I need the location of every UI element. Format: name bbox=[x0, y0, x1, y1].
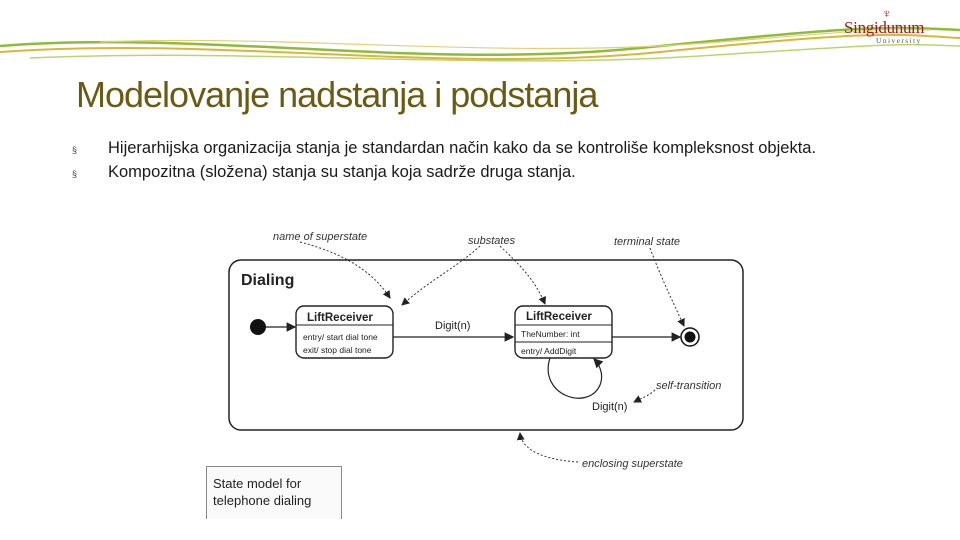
crest-icon: ♆ bbox=[882, 6, 892, 21]
bullet-marker: § bbox=[72, 145, 78, 155]
self-transition-label: Digit(n) bbox=[592, 401, 628, 413]
annotation-name-of-superstate: name of superstate bbox=[273, 231, 368, 243]
superstate-name: Dialing bbox=[241, 272, 295, 289]
annotation-substates: substates bbox=[468, 235, 516, 247]
bullet-text: Kompozitna (složena) stanja su stanja koja sadrže druga stanja. bbox=[108, 163, 576, 181]
self-transition-loop bbox=[548, 358, 601, 398]
state-2-entry: entry/ AddDigit bbox=[521, 346, 577, 356]
state-1-exit: exit/ stop dial tone bbox=[303, 345, 372, 355]
page-title: Modelovanje nadstanja i podstanja bbox=[76, 74, 598, 115]
annotation-arrow-substate-2 bbox=[500, 246, 545, 304]
state-2-name: LiftReceiver bbox=[526, 311, 592, 323]
state-1-entry: entry/ start dial tone bbox=[303, 332, 378, 342]
annotation-self-transition: self-transition bbox=[656, 380, 722, 392]
state-1-name: LiftReceiver bbox=[307, 312, 373, 324]
annotation-arrow-self-transition bbox=[634, 390, 655, 402]
state-2-attribute: TheNumber: int bbox=[521, 329, 580, 339]
bullet-marker: § bbox=[72, 169, 78, 179]
initial-state-dot bbox=[250, 319, 266, 335]
logo-subtitle: University bbox=[876, 36, 922, 45]
bullet-text: Hijerarhijska organizacija stanja je standardan način kako da se kontroliše kompleksnost objekta. bbox=[108, 139, 817, 157]
annotation-arrow-substate-1 bbox=[402, 246, 480, 305]
annotation-terminal-state: terminal state bbox=[614, 236, 681, 248]
diagram-caption-box bbox=[206, 466, 342, 519]
annotation-arrow-enclosing-superstate bbox=[520, 433, 578, 462]
annotation-enclosing-superstate: enclosing superstate bbox=[582, 458, 683, 470]
logo-brand: Singidunum bbox=[844, 18, 925, 37]
diagram-caption: State model for telephone dialing bbox=[213, 476, 312, 508]
transition-label: Digit(n) bbox=[435, 320, 471, 332]
terminal-state-dot bbox=[685, 332, 696, 343]
annotation-arrow-superstate-name bbox=[300, 242, 390, 298]
